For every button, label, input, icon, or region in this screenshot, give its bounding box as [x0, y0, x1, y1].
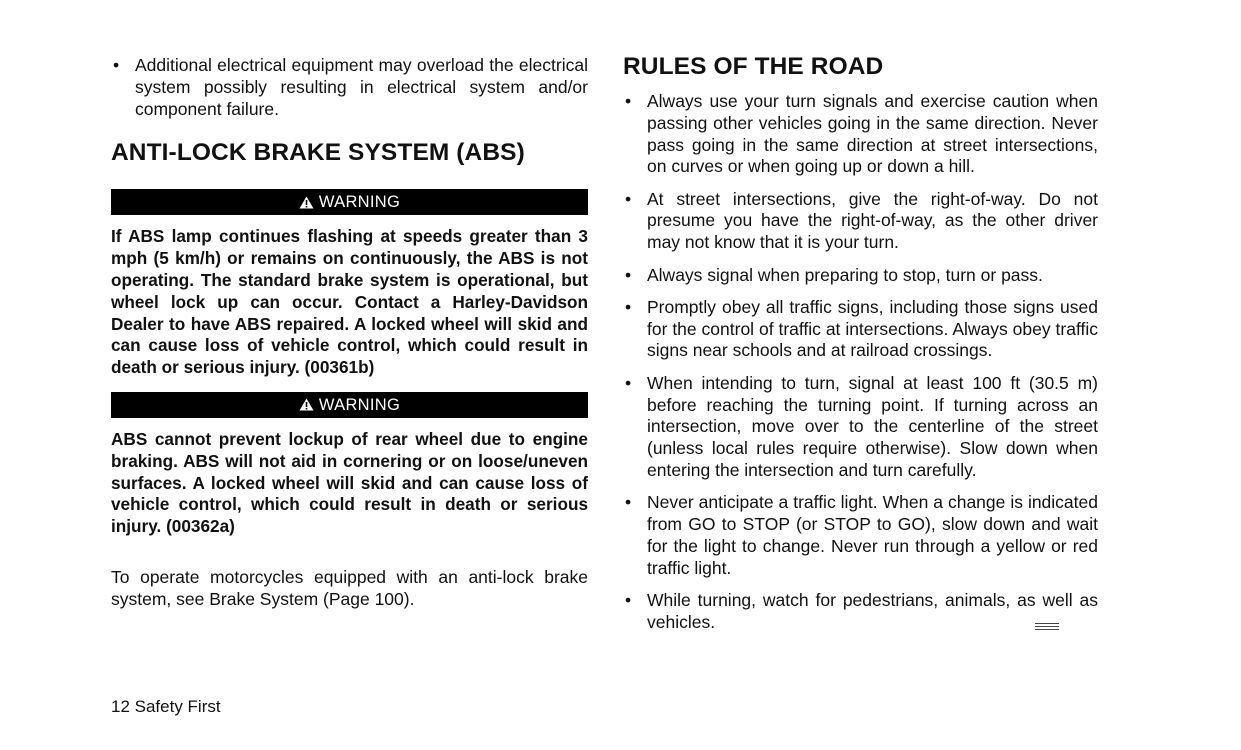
end-of-section-icon	[1035, 623, 1059, 632]
bullet-icon: •	[625, 264, 632, 285]
intro-bullet-list	[111, 55, 588, 120]
warning-banner-1	[111, 189, 588, 215]
bullet-icon: •	[625, 372, 632, 393]
warning-banner-2	[111, 392, 588, 418]
warning-triangle-icon	[299, 196, 314, 209]
right-column	[623, 0, 1098, 644]
list-item: • When intending to turn, signal at least 100 ft (30.5 m) before reaching the turning point. If turning across an intersection, move over to the centerline of the street (unless local rules require otherwise). Slow down when entering the intersection and turn carefully.	[625, 372, 1098, 480]
list-item: • Always signal when preparing to stop, turn or pass.	[625, 264, 1043, 285]
rules-heading: RULES OF THE ROAD	[623, 53, 884, 80]
abs-heading: ANTI-LOCK BRAKE SYSTEM (ABS)	[111, 139, 525, 167]
warning-text-2: ABS cannot prevent lockup of rear wheel due to engine braking. ABS will not aid in cornering or on loose/uneven surfaces. A locked wheel will skid and can cause loss of vehicle control, which could result in death or serious injury. (00362a)	[111, 428, 588, 537]
bullet-icon: •	[625, 492, 632, 513]
warning-label: WARNING	[318, 193, 401, 212]
bullet-icon: •	[625, 188, 632, 209]
bullet-icon: •	[625, 91, 632, 111]
rules-bullet-list	[623, 91, 1098, 634]
list-item: • Promptly obey all traffic signs, including those signs used for the control of traffic at intersections. Always obey traffic signs near schools and at railroad crossings.	[625, 296, 1098, 361]
left-column	[111, 0, 588, 611]
page-footer: 12 Safety First	[111, 697, 221, 716]
bullet-icon: •	[113, 55, 120, 75]
warning-label: WARNING	[318, 395, 401, 414]
list-item	[111, 55, 588, 120]
list-item: • At street intersections, give the right-of-way. Do not presume you have the right-of-way, as the other driver may not know that it is your turn.	[625, 188, 1098, 253]
warning-triangle-icon	[299, 398, 314, 411]
warning-text-1: If ABS lamp continues flashing at speeds greater than 3 mph (5 km/h) or remains on continuously, the ABS is not operating. The standard brake system is operational, but wheel lock up can occur. Contact a Harley-Davidson Dealer to have ABS repaired. A locked wheel will skid and can cause loss of vehicle control, which could result in death or serious injury. (00361b)	[111, 226, 588, 378]
list-item: • Never anticipate a traffic light. When a change is indicated from GO to STOP (or STOP to GO), slow down and wait for the light to change. Never run through a yellow or red traffic light.	[625, 492, 1098, 578]
list-item: • While turning, watch for pedestrians, animals, as well as vehicles.	[625, 589, 1098, 632]
intro-bullet-text: Additional electrical equipment may overload the electrical system possibly resulting in electrical system and/or component failure.	[135, 55, 588, 119]
bullet-icon: •	[625, 589, 632, 610]
bullet-icon: •	[625, 296, 632, 317]
list-item: • Always use your turn signals and exercise caution when passing other vehicles going in the same direction. Never pass going in the same direction at street intersections, on curves or when going up or down a hill.	[625, 91, 1098, 177]
abs-paragraph: To operate motorcycles equipped with an anti-lock brake system, see Brake System (Page 100).	[111, 566, 588, 609]
